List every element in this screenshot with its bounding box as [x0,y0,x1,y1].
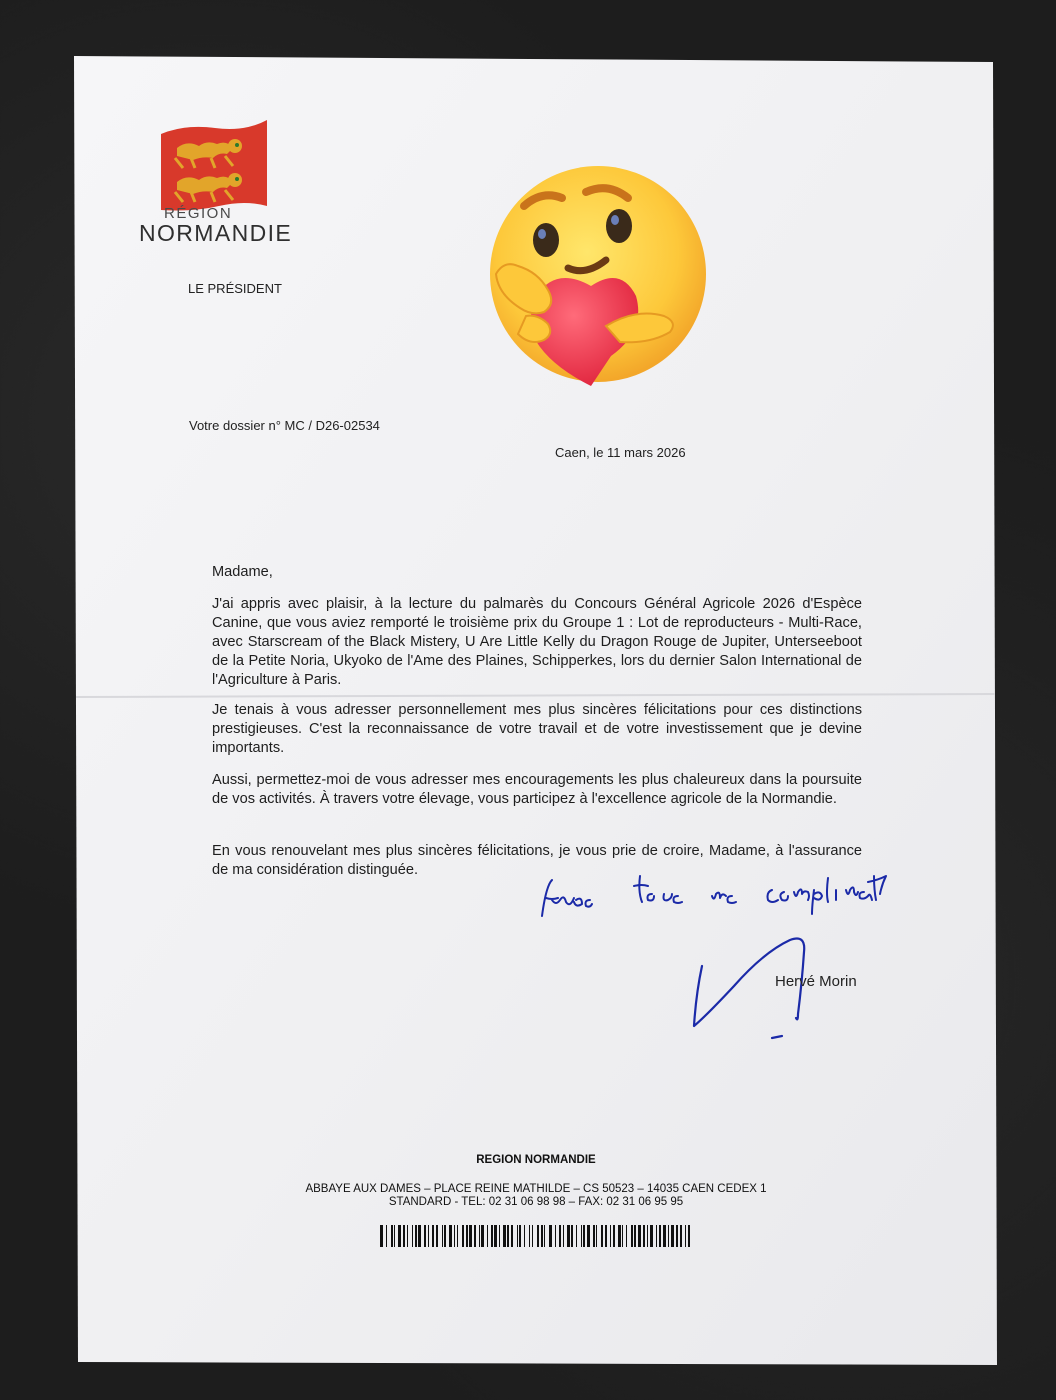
barcode-bar [469,1225,472,1247]
barcode-bar [407,1225,408,1247]
barcode-bar [618,1225,621,1247]
barcode-bar [466,1225,468,1247]
barcode-bar [571,1225,573,1247]
barcode-bar [394,1225,395,1247]
handwritten-note [536,864,896,924]
barcode-bar [541,1225,543,1247]
barcode-bar [432,1225,434,1247]
barcode-bar [391,1225,393,1247]
barcode-bar [643,1225,645,1247]
barcode-bar [494,1225,497,1247]
barcode-bar [386,1225,387,1247]
salutation: Madame, [212,564,273,580]
barcode-bar [656,1225,657,1247]
signature-icon [686,936,816,1048]
barcode-bar [587,1225,590,1247]
normandy-logo-icon [155,118,275,214]
barcode-bar [668,1225,669,1247]
barcode-bar [444,1225,446,1247]
barcode-bar [567,1225,570,1247]
barcode-bar [454,1225,455,1247]
letter-paragraph-2: Je tenais à vous adresser personnellement mes plus sincères félicitations pour ces distinctions prestigieuses. C'est la reconnaissance de votre travail et de votre investissement que je devine importants. [212,702,862,756]
barcode-bar [403,1225,405,1247]
barcode-bar [647,1225,648,1247]
footer-address: ABBAYE AUX DAMES – PLACE REINE MATHILDE – CS 50523 – 14035 CAEN CEDEX 1 [305,1183,767,1195]
barcode-bar [487,1225,488,1247]
barcode-bar [563,1225,564,1247]
barcode-bar [462,1225,464,1247]
barcode-bar [479,1225,480,1247]
barcode-bar [499,1225,500,1247]
logo-region-label: RÉGION [164,205,233,222]
barcode-bar [549,1225,552,1247]
barcode-bar [424,1225,426,1247]
barcode-bar [638,1225,641,1247]
barcode-bar [415,1225,417,1247]
barcode-bar [626,1225,627,1247]
barcode-bar [442,1225,443,1247]
barcode-bar [398,1225,401,1247]
barcode-bar [671,1225,674,1247]
barcode-bar [532,1225,533,1247]
barcode-bar [581,1225,582,1247]
barcode-bar [517,1225,518,1247]
logo-normandie-label: NORMANDIE [139,220,293,246]
barcode-bar [680,1225,682,1247]
sender-title: LE PRÉSIDENT [188,281,282,296]
barcode-bar [511,1225,513,1247]
barcode-bar [380,1225,383,1247]
barcode-bar [418,1225,421,1247]
barcode-bar [634,1225,636,1247]
barcode-bar [449,1225,452,1247]
barcode-bar [596,1225,597,1247]
footer-phones: STANDARD - TEL: 02 31 06 98 98 – FAX: 02 31 06 95 95 [388,1196,684,1208]
barcode-bar [529,1225,530,1247]
care-emoji-icon [486,166,712,392]
barcode-bar [428,1225,429,1247]
barcode-bar [676,1225,678,1247]
barcode-bar [688,1225,690,1247]
barcode-bar [519,1225,521,1247]
footer-title: REGION NORMANDIE [476,1154,596,1166]
barcode-bar [650,1225,653,1247]
barcode-bar [491,1225,493,1247]
barcode-bar [601,1225,603,1247]
letter-paragraph-4: En vous renouvelant mes plus sincères félicitations, je vous prie de croire, Madame, à l'assurance de ma considération distinguée. [212,843,862,878]
letter-paragraph-3: Aussi, permettez-moi de vous adresser mes encouragements les plus chaleureux dans la poursuite de vos activités. À travers votre élevage, vous participez à l'excellence agricole de la Normandie. [212,772,862,807]
barcode-bar [610,1225,611,1247]
barcode-bar [663,1225,666,1247]
date-line: Caen, le 11 mars 2026 [555,445,686,460]
barcode-bar [593,1225,595,1247]
barcode-bar [474,1225,476,1247]
barcode-bar [481,1225,484,1247]
file-reference: Votre dossier n° MC / D26-02534 [189,418,380,433]
barcode-bar [622,1225,623,1247]
barcode-bar [605,1225,607,1247]
barcode-bar [524,1225,525,1247]
barcode-bar [659,1225,661,1247]
barcode-bar [685,1225,686,1247]
barcode-bar [503,1225,506,1247]
barcode-bar [544,1225,545,1247]
barcode-bar [436,1225,438,1247]
barcode-bar [613,1225,615,1247]
barcode-bar [537,1225,539,1247]
signer-name: Hervé Morin [775,973,857,990]
barcode-bar [576,1225,577,1247]
barcode-bar [559,1225,561,1247]
barcode-icon [380,1225,694,1249]
letter-paragraph-1: J'ai appris avec plaisir, à la lecture du palmarès du Concours Général Agricole 2026 d'Espèce Canine, que vous aviez remporté le troisième prix du Groupe 1 : Lot de reproducteurs - Multi-Race, avec Starscream of the Black Mistery, U Are Little Kelly du Dragon Rouge de Jupiter, Unterseeboot de la Petite Noria, Ukyoko de l'Ame des Plaines, Schipperkes, lors du dernier Salon International de l'Agriculture à Paris. [212,596,862,688]
barcode-bar [555,1225,556,1247]
barcode-bar [507,1225,509,1247]
barcode-bar [457,1225,458,1247]
barcode-bar [412,1225,413,1247]
barcode-bar [631,1225,633,1247]
barcode-bar [583,1225,585,1247]
